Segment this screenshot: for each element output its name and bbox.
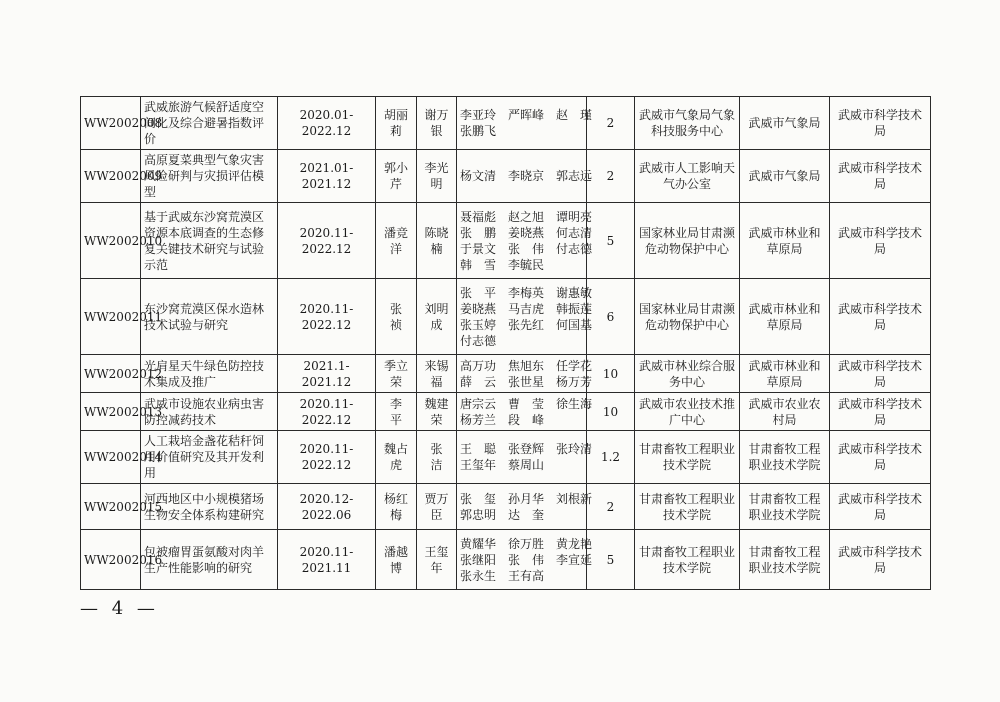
managing-unit-cell: 武威市科学技术局 — [830, 393, 931, 431]
member-line: 张玉婷 张先红 何国基 — [460, 317, 593, 332]
member-line: 张永生 王有高 — [460, 568, 545, 583]
project-contact-cell: 谢万银 — [417, 97, 457, 150]
project-contact-cell: 张 洁 — [417, 431, 457, 484]
project-code-cell: WW2002011 — [81, 279, 141, 355]
project-period-cell: 2020.11-2022.12 — [278, 279, 376, 355]
project-leader-cell: 张 祯 — [376, 279, 417, 355]
project-contact-cell: 刘明成 — [417, 279, 457, 355]
project-title-cell: 武威旅游气候舒适度空间化及综合避暑指数评价 — [141, 97, 278, 150]
table-row — [81, 203, 931, 279]
project-leader-cell: 郭小芹 — [376, 150, 417, 203]
project-members-cell — [457, 393, 593, 431]
funding-amount-cell: 6 — [587, 279, 635, 355]
table-row — [81, 431, 931, 484]
undertaking-unit-cell: 甘肃畜牧工程职业技术学院 — [635, 484, 740, 530]
project-leader-cell: 季立荣 — [376, 355, 417, 393]
project-leader-cell: 潘越博 — [376, 530, 417, 590]
table-row — [81, 279, 931, 355]
member-line: 王 聪 张登辉 张玲清 — [460, 442, 593, 456]
project-title-cell: 基于武威东沙窝荒漠区资源本底调查的生态修复关键技术研究与试验示范 — [141, 203, 278, 279]
supervising-unit-cell: 甘肃畜牧工程职业技术学院 — [740, 530, 830, 590]
member-line: 姜晓燕 马吉虎 韩振莲 — [460, 301, 593, 316]
project-code-cell: WW2002015 — [81, 484, 141, 530]
managing-unit-cell: 武威市科学技术局 — [830, 97, 931, 150]
project-members-cell — [457, 431, 593, 484]
member-line: 张继阳 张 伟 李宣延 — [460, 552, 593, 567]
project-title-cell: 东沙窝荒漠区保水造林技术试验与研究 — [141, 279, 278, 355]
project-leader-cell: 潘竞洋 — [376, 203, 417, 279]
member-line: 张 平 李梅英 谢惠敏 — [460, 285, 593, 300]
project-table — [80, 96, 931, 590]
funding-amount-cell: 10 — [587, 393, 635, 431]
project-period-cell: 2021.1-2021.12 — [278, 355, 376, 393]
member-line: 高万功 焦旭东 任学花 — [460, 358, 593, 373]
funding-amount-cell: 2 — [587, 150, 635, 203]
funding-amount-cell: 2 — [587, 97, 635, 150]
project-code-cell: WW2002009 — [81, 150, 141, 203]
funding-amount-cell: 5 — [587, 530, 635, 590]
table-row — [81, 355, 931, 393]
managing-unit-cell: 武威市科学技术局 — [830, 355, 931, 393]
member-line: 王玺年 蔡周山 — [460, 458, 545, 472]
undertaking-unit-cell: 武威市气象局气象科技服务中心 — [635, 97, 740, 150]
member-line: 李亚玲 严晖峰 赵 瑾 — [460, 108, 593, 122]
member-line: 薛 云 张世星 杨万芳 — [460, 374, 593, 389]
project-members-cell — [457, 484, 593, 530]
undertaking-unit-cell: 甘肃畜牧工程职业技术学院 — [635, 530, 740, 590]
managing-unit-cell: 武威市科学技术局 — [830, 279, 931, 355]
project-period-cell: 2020.11-2022.12 — [278, 203, 376, 279]
managing-unit-cell: 武威市科学技术局 — [830, 203, 931, 279]
project-code-cell: WW2002014 — [81, 431, 141, 484]
funding-amount-cell: 10 — [587, 355, 635, 393]
supervising-unit-cell: 武威市气象局 — [740, 150, 830, 203]
project-contact-cell: 魏建荣 — [417, 393, 457, 431]
member-line: 黄耀华 徐万胜 黄龙艳 — [460, 536, 593, 551]
project-leader-cell: 魏占虎 — [376, 431, 417, 484]
project-code-cell: WW2002016 — [81, 530, 141, 590]
managing-unit-cell: 武威市科学技术局 — [830, 484, 931, 530]
supervising-unit-cell: 甘肃畜牧工程职业技术学院 — [740, 431, 830, 484]
project-members-cell — [457, 355, 593, 393]
project-code-cell: WW2002010 — [81, 203, 141, 279]
project-title-cell: 高原夏菜典型气象灾害风险研判与灾损评估模型 — [141, 150, 278, 203]
project-members-cell — [457, 279, 593, 355]
member-line: 唐宗云 曹 莹 徐生海 — [460, 396, 593, 411]
managing-unit-cell: 武威市科学技术局 — [830, 431, 931, 484]
undertaking-unit-cell: 武威市林业综合服务中心 — [635, 355, 740, 393]
supervising-unit-cell: 武威市林业和草原局 — [740, 279, 830, 355]
project-contact-cell: 陈晓楠 — [417, 203, 457, 279]
member-line: 于景文 张 伟 付志德 — [460, 241, 593, 256]
supervising-unit-cell: 武威市气象局 — [740, 97, 830, 150]
project-title-cell: 河西地区中小规模猪场生物安全体系构建研究 — [141, 484, 278, 530]
project-members-cell — [457, 203, 593, 279]
project-code-cell: WW2002013 — [81, 393, 141, 431]
project-members-cell — [457, 150, 593, 203]
table-row — [81, 150, 931, 203]
supervising-unit-cell: 武威市林业和草原局 — [740, 203, 830, 279]
table-row — [81, 393, 931, 431]
project-contact-cell: 李光明 — [417, 150, 457, 203]
project-leader-cell: 杨红梅 — [376, 484, 417, 530]
project-members-cell — [457, 97, 593, 150]
funding-amount-cell: 5 — [587, 203, 635, 279]
member-line: 张鹏飞 — [460, 124, 497, 138]
funding-amount-cell: 1.2 — [587, 431, 635, 484]
undertaking-unit-cell: 甘肃畜牧工程职业技术学院 — [635, 431, 740, 484]
undertaking-unit-cell: 武威市农业技术推广中心 — [635, 393, 740, 431]
member-line: 张 玺 孙月华 刘根新 — [460, 491, 593, 506]
managing-unit-cell: 武威市科学技术局 — [830, 530, 931, 590]
project-title-cell: 光肩星天牛绿色防控技术集成及推广 — [141, 355, 278, 393]
project-code-cell: WW2002012 — [81, 355, 141, 393]
table-row — [81, 530, 931, 590]
member-line: 聂福彪 赵之旭 谭明亮 — [460, 209, 593, 224]
undertaking-unit-cell: 国家林业局甘肃濒危动物保护中心 — [635, 279, 740, 355]
member-line: 张 鹏 姜晓燕 何志清 — [460, 225, 593, 240]
member-line: 郭忠明 达 奎 — [460, 507, 545, 522]
managing-unit-cell: 武威市科学技术局 — [830, 150, 931, 203]
project-contact-cell: 贾万臣 — [417, 484, 457, 530]
member-line: 付志德 — [460, 333, 497, 348]
member-line: 杨文清 李晓京 郭志远 — [460, 169, 593, 183]
supervising-unit-cell: 甘肃畜牧工程职业技术学院 — [740, 484, 830, 530]
undertaking-unit-cell: 武威市人工影响天气办公室 — [635, 150, 740, 203]
project-period-cell: 2021.01-2021.12 — [278, 150, 376, 203]
project-contact-cell: 来锡福 — [417, 355, 457, 393]
project-members-cell — [457, 530, 593, 590]
project-title-cell: 包被瘤胃蛋氨酸对肉羊生产性能影响的研究 — [141, 530, 278, 590]
undertaking-unit-cell: 国家林业局甘肃濒危动物保护中心 — [635, 203, 740, 279]
project-leader-cell: 胡丽莉 — [376, 97, 417, 150]
member-line: 韩 雪 李毓民 — [460, 257, 545, 272]
project-period-cell: 2020.11-2021.11 — [278, 530, 376, 590]
project-title-cell: 人工栽培金盏花秸秆饲用价值研究及其开发利用 — [141, 431, 278, 484]
table-row — [81, 97, 931, 150]
table-row — [81, 484, 931, 530]
supervising-unit-cell: 武威市林业和草原局 — [740, 355, 830, 393]
supervising-unit-cell: 武威市农业农村局 — [740, 393, 830, 431]
project-contact-cell: 王玺年 — [417, 530, 457, 590]
project-period-cell: 2020.01-2022.12 — [278, 97, 376, 150]
project-period-cell: 2020.12-2022.06 — [278, 484, 376, 530]
page-number: — 4 — — [80, 598, 159, 619]
project-title-cell: 武威市设施农业病虫害防控减药技术 — [141, 393, 278, 431]
funding-amount-cell: 2 — [587, 484, 635, 530]
project-period-cell: 2020.11-2022.12 — [278, 431, 376, 484]
member-line: 杨芳兰 段 峰 — [460, 412, 545, 427]
project-code-cell: WW2002008 — [81, 97, 141, 150]
project-leader-cell: 李 平 — [376, 393, 417, 431]
project-period-cell: 2020.11-2022.12 — [278, 393, 376, 431]
